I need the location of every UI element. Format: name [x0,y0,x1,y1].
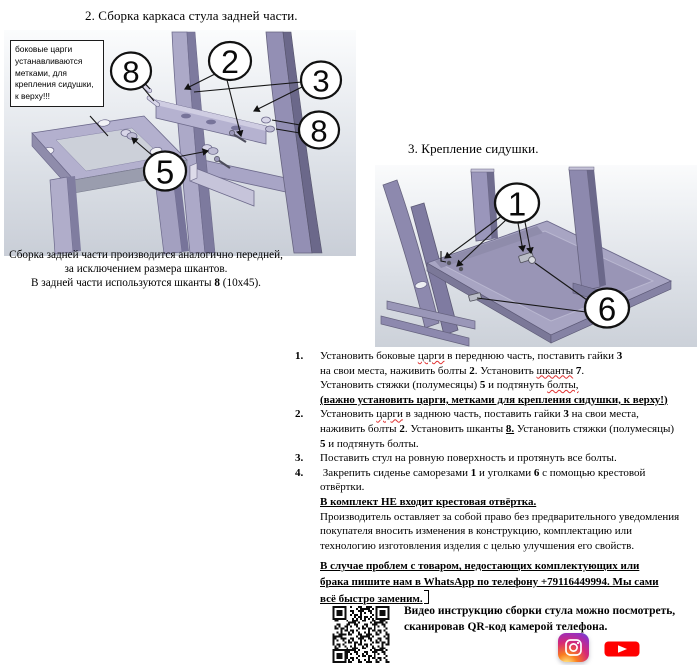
svg-text:2: 2 [221,44,239,80]
manufacturer-note: Производитель оставляет за собой право без предварительного уведомления покупателя вносить изменения в конструкцию, комплектацию или технологию изготовления изделия с целью улучшения его свойств. [320,510,680,552]
item-text: Установить царги в заднюю часть, поставить гайки 3 на свои места, наживить болты 2. Установить шканты 8. Установить стяжки (полумесяцы) 5 и подтянуть болты. [320,408,675,450]
item-text: Закрепить сиденье саморезами 1 и уголками 6 с помощью крестовой отвёртки. [320,466,646,494]
svg-text:3: 3 [312,63,330,99]
youtube-icon [604,641,640,657]
item-number: 2. [295,408,304,421]
item-text: Установить боковые царги в переднюю часть, поставить гайки 3 на свои места, наживить болты 2. Установить шканты 7. Установить стяжки (полумесяцы) 5 и подтянуть болты, (важно установить царги, метками для крепления сидушки, к верху!) [320,350,668,406]
warranty-whatsapp-note [320,559,700,607]
section2-title: 2. Сборка каркаса стула задней части. [85,8,298,23]
side-rails-note-box: боковые царги устанавливаются метками, для крепления сидушки, к верху!!! [10,40,104,107]
qr-code-icon [332,606,390,663]
item-number: 1. [295,350,304,362]
callout-8-dowels [111,53,151,90]
instagram-icon [558,633,589,662]
item-number: 4. [295,466,304,479]
rear-assembly-caption: Сборка задней части производится аналогично передней, за исключением размера шкантов. В задней части используются шканты 8 (10x45). [9,249,283,290]
instruction-item-2 [295,407,700,451]
svg-text:6: 6 [597,290,617,328]
svg-text:5: 5 [155,153,175,191]
svg-text:8: 8 [122,54,140,90]
callout-8-dowels-right [299,112,339,149]
text-cursor-artifact [424,590,429,604]
video-instruction-note: Видео инструкцию сборки стула можно посмотреть, сканировав QR-код камерой телефона. [404,605,676,633]
instruction-item-4 [295,466,700,495]
callout-6-brackets [585,289,629,328]
svg-text:1: 1 [507,185,527,223]
callout-3-nuts [301,62,341,99]
callout-5-halfmoons [144,152,186,191]
callout-2-bolts [209,42,251,80]
instruction-item-3 [295,451,700,466]
section3-title: 3. Крепление сидушки. [408,141,539,156]
instruction-list [295,349,700,607]
warranty-text: В случае проблем с товаром, недостающих комплектующих или брака пишите нам в WhatsApp по телефону +79116449994. Мы сами всё быстро заменим. [320,560,659,605]
toolkit-note: В комплект НЕ входит крестовая отвёртка. [320,495,537,508]
item-text: Поставить стул на ровную поверхность и протянуть все болты. [320,452,617,465]
svg-text:8: 8 [310,113,328,149]
instruction-item-1 [295,349,700,407]
callout-1-screws [495,184,539,223]
item-number: 3. [295,452,304,465]
seat-mounting-diagram [375,165,697,347]
